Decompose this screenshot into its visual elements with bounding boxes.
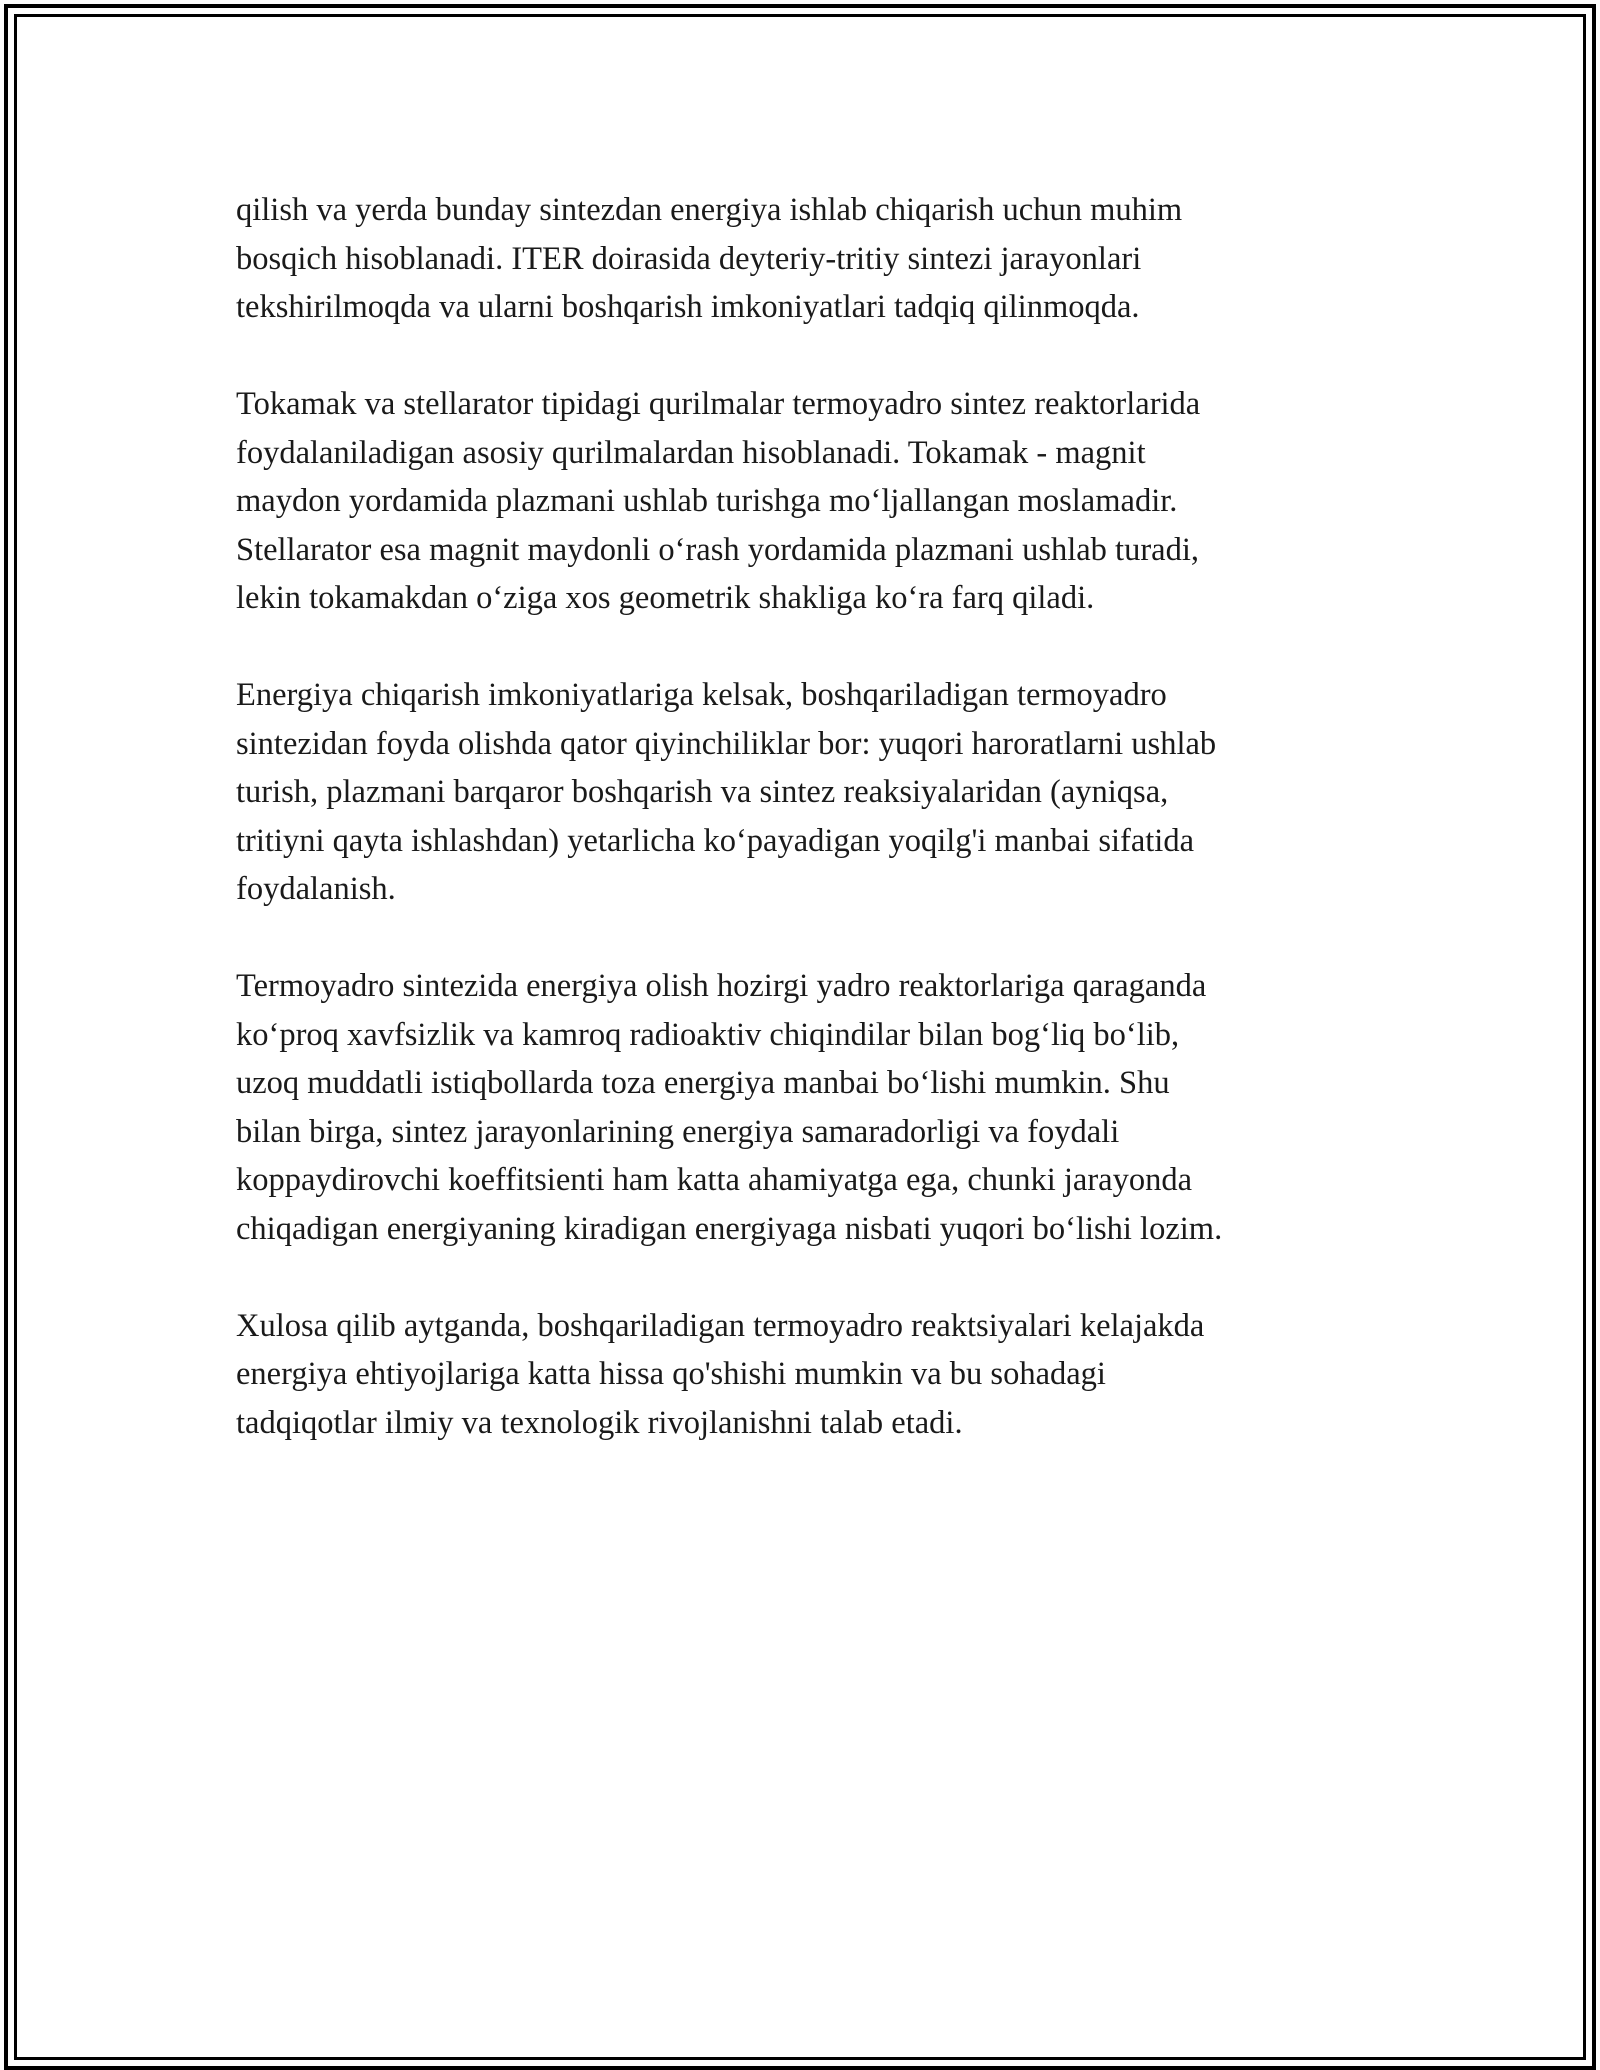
text-line: Tokamak va stellarator tipidagi qurilmalar termoyadro sintez reaktorlarida (236, 386, 1201, 422)
paragraph-1 (236, 186, 1396, 332)
text-line: Stellarator esa magnit maydonli o‘rash yordamida plazmani ushlab turadi, (236, 531, 1199, 568)
paragraph-4 (236, 962, 1396, 1253)
text-line: Energiya chiqarish imkoniyatlariga kelsak, boshqariladigan termoyadro (236, 677, 1167, 713)
text-line: lekin tokamakdan o‘ziga xos geometrik shakliga ko‘ra farq qiladi. (236, 580, 1095, 616)
paragraph-5 (236, 1302, 1396, 1448)
text-line: qilish va yerda bunday sintezdan energiya ishlab chiqarish uchun muhim (236, 192, 1183, 228)
text-line: tadqiqotlar ilmiy va texnologik rivojlanishni talab etadi. (236, 1404, 963, 1441)
text-line: energiya ehtiyojlariga katta hissa qo'shishi mumkin va bu sohadagi (236, 1356, 1106, 1392)
text-line: Termoyadro sintezida energiya olish hozirgi yadro reaktorlariga qaraganda (236, 968, 1207, 1004)
text-line: tekshirilmoqda va ularni boshqarish imkoniyatlari tadqiq qilinmoqda. (236, 289, 1140, 325)
text-line: foydalanish. (236, 871, 396, 907)
document-body (236, 186, 1396, 1447)
text-line: Xulosa qilib aytganda, boshqariladigan termoyadro reaktsiyalari kelajakda (236, 1307, 1205, 1344)
text-line: tritiyni qayta ishlashdan) yetarlicha ko‘payadigan yoqilg'i manbai sifatida (236, 822, 1195, 859)
text-line: maydon yordamida plazmani ushlab turishga mo‘ljallangan moslamadir. (236, 483, 1178, 519)
text-line: bilan birga, sintez jarayonlarining energiya samaradorligi va foydali (236, 1113, 1120, 1150)
text-line: koppaydirovchi koeffitsienti ham katta ahamiyatga ega, chunki jarayonda (236, 1162, 1193, 1198)
text-line: foydalaniladigan asosiy qurilmalardan hisoblanadi. Tokamak - magnit (236, 434, 1146, 471)
text-line: chiqadigan energiyaning kiradigan energiyaga nisbati yuqori bo‘lishi lozim. (236, 1210, 1223, 1247)
text-line: bosqich hisoblanadi. ITER doirasida deyteriy-tritiy sintezi jarayonlari (236, 240, 1142, 277)
text-line: ko‘proq xavfsizlik va kamroq radioaktiv chiqindilar bilan bog‘liq bo‘lib, (236, 1016, 1180, 1053)
text-line: uzoq muddatli istiqbollarda toza energiya manbai bo‘lishi mumkin. Shu (236, 1065, 1170, 1101)
paragraph-3 (236, 671, 1396, 914)
text-line: turish, plazmani barqaror boshqarish va sintez reaksiyalaridan (ayniqsa, (236, 774, 1169, 810)
paragraph-2 (236, 380, 1396, 623)
text-line: sintezidan foyda olishda qator qiyinchiliklar bor: yuqori haroratlarni ushlab (236, 725, 1217, 762)
